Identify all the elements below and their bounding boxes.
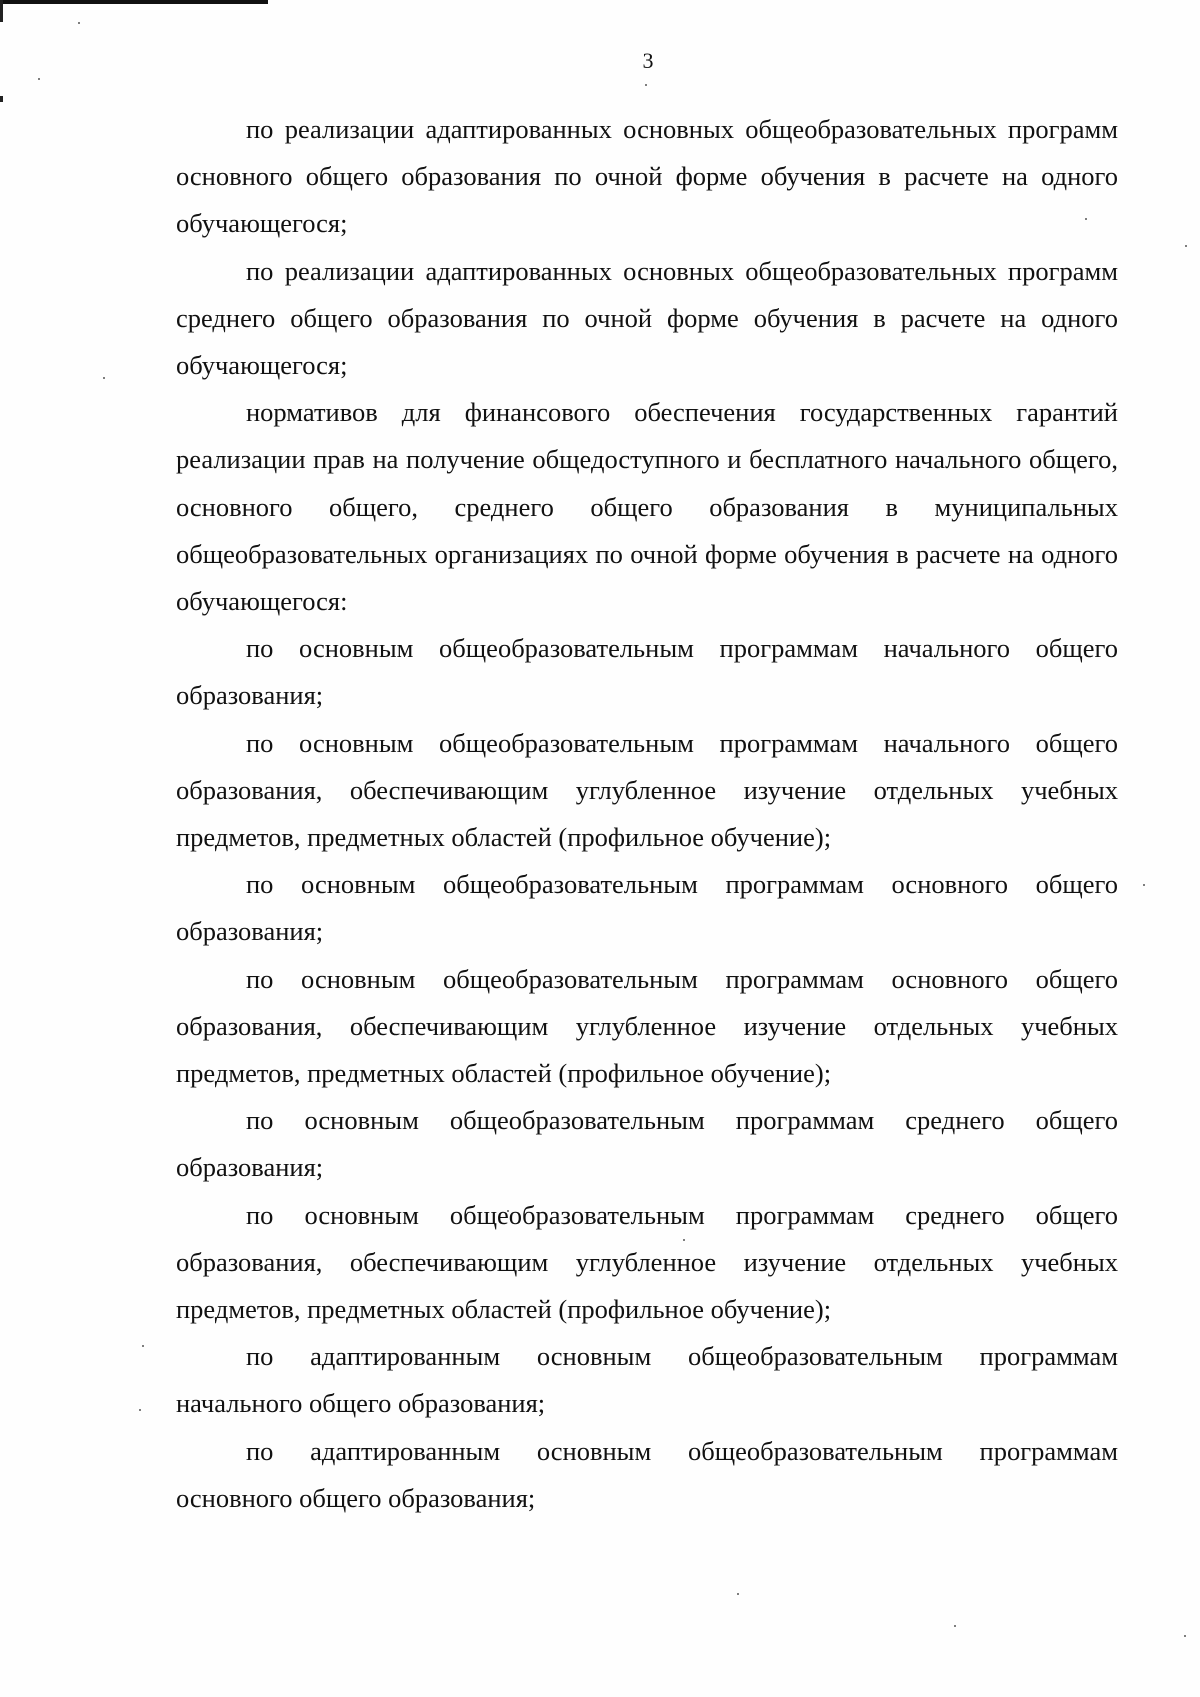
paragraph: по реализации адаптированных основных общеобразовательных программ основного общего образования по очной форме обучения в расчете на одного обучающегося;: [176, 114, 1118, 239]
scan-speck: [1185, 245, 1187, 247]
page-number: 3: [642, 48, 654, 73]
paragraph: по реализации адаптированных основных общеобразовательных программ среднего общего образования по очной форме обучения в расчете на одного обучающегося;: [176, 255, 1118, 381]
scan-edge-mark: [0, 0, 3, 22]
paragraph: по основным общеобразовательным программам начального общего образования;: [176, 633, 1118, 711]
scan-speck: [38, 78, 40, 80]
scan-speck: [1143, 884, 1145, 886]
scan-speck: [1184, 1635, 1186, 1637]
scan-speck: [645, 84, 647, 86]
document-body: [176, 106, 1118, 1522]
scan-speck: [142, 1345, 144, 1347]
paragraph: нормативов для финансового обеспечения государственных гарантий реализации прав на получение общедоступного и бесплатного начального общего, основного общего, среднего общего образования в муниципальных общеобразовательных организациях по очной форме обучения в расчете на одного обучающегося:: [176, 397, 1118, 617]
paragraph: по основным общеобразовательным программам среднего общего образования, обеспечивающим углубленное изучение отдельных учебных предметов, предметных областей (профильное обучение);: [176, 1199, 1118, 1325]
scan-speck: [103, 377, 105, 379]
scan-speck: [954, 1625, 956, 1627]
paragraph: по адаптированным основным общеобразовательным программам основного общего образования;: [176, 1435, 1118, 1513]
scan-speck: [737, 1593, 739, 1595]
paragraph: по адаптированным основным общеобразовательным программам начального общего образования;: [176, 1341, 1118, 1419]
paragraph: по основным общеобразовательным программам основного общего образования;: [176, 869, 1118, 947]
scan-speck: [139, 1409, 141, 1411]
scan-speck: [78, 22, 80, 24]
paragraph: по основным общеобразовательным программам начального общего образования, обеспечивающим углубленное изучение отдельных учебных предметов, предметных областей (профильное обучение);: [176, 727, 1118, 853]
paragraph: по основным общеобразовательным программам среднего общего образования;: [176, 1105, 1118, 1183]
scan-edge-mark: [0, 96, 3, 102]
scan-top-rule: [0, 0, 268, 4]
paragraph: по основным общеобразовательным программам основного общего образования, обеспечивающим углубленное изучение отдельных учебных предметов, предметных областей (профильное обучение);: [176, 963, 1118, 1089]
